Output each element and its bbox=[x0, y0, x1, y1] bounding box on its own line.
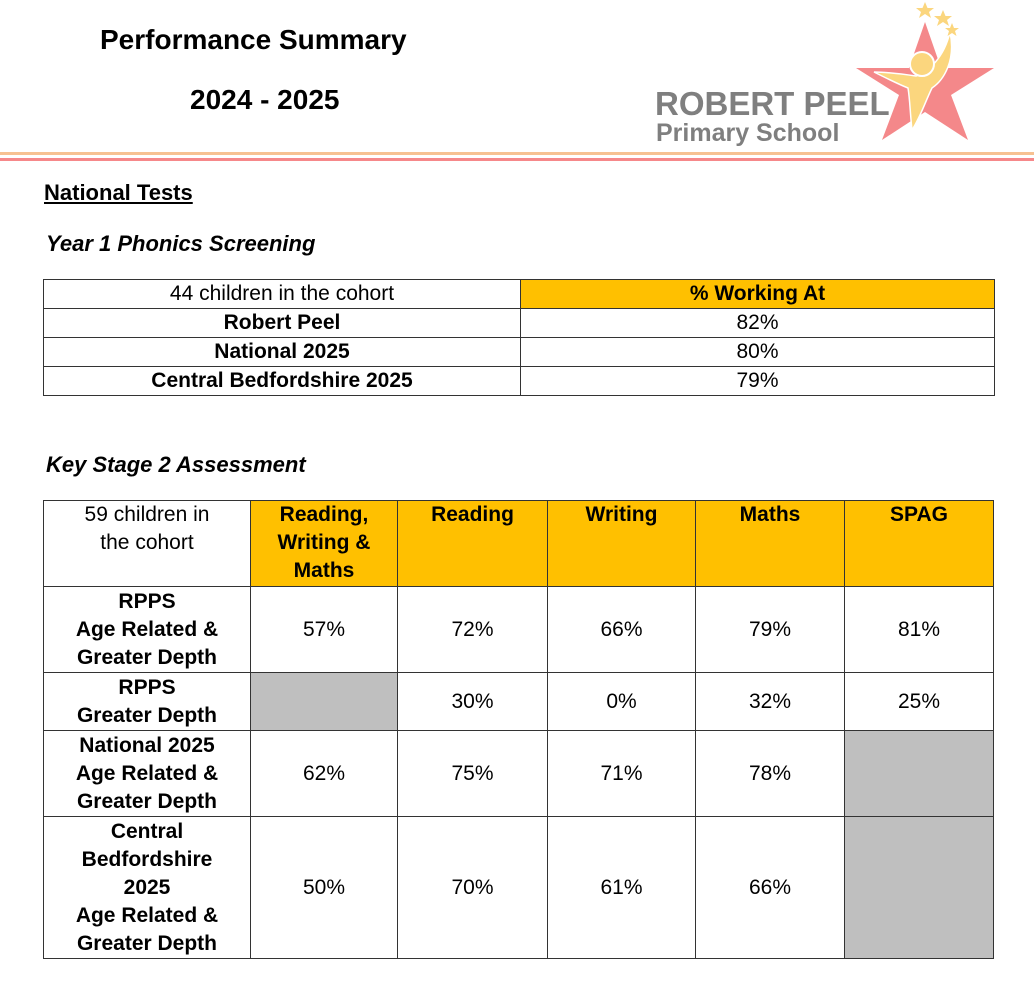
header-rule-pink bbox=[0, 158, 1034, 161]
label-line: Central bbox=[110, 819, 184, 843]
cell-rwm-na bbox=[251, 673, 398, 731]
cohort-line: the cohort bbox=[100, 531, 194, 554]
column-header-reading: Reading bbox=[398, 501, 548, 587]
phonics-heading: Year 1 Phonics Screening bbox=[46, 231, 316, 256]
label-line: Greater Depth bbox=[76, 931, 218, 955]
cell-reading: 72% bbox=[398, 587, 548, 673]
header-line: Maths bbox=[293, 559, 355, 582]
cell-writing: 71% bbox=[548, 731, 696, 817]
table-header-row bbox=[44, 501, 994, 587]
column-header-maths: Maths bbox=[696, 501, 845, 587]
ks2-heading: Key Stage 2 Assessment bbox=[46, 452, 306, 477]
small-star-icon bbox=[945, 23, 959, 36]
row-value: 82% bbox=[521, 309, 995, 338]
logo-figure-head bbox=[910, 52, 934, 76]
label-line: 2025 bbox=[123, 875, 171, 899]
table-row bbox=[44, 338, 995, 367]
cell-maths: 78% bbox=[696, 731, 845, 817]
cell-spag-na bbox=[845, 731, 994, 817]
row-label bbox=[44, 587, 251, 673]
academic-year: 2024 - 2025 bbox=[190, 84, 340, 115]
cell-spag: 25% bbox=[845, 673, 994, 731]
table-row bbox=[44, 673, 994, 731]
row-label: National 2025 bbox=[44, 338, 521, 367]
cohort-label: 44 children in the cohort bbox=[44, 280, 521, 309]
row-label: Robert Peel bbox=[44, 309, 521, 338]
row-label bbox=[44, 731, 251, 817]
label-line: Greater Depth bbox=[76, 645, 218, 669]
cell-writing: 61% bbox=[548, 817, 696, 959]
header-line: Reading, bbox=[279, 503, 369, 526]
table-row bbox=[44, 309, 995, 338]
cell-reading: 30% bbox=[398, 673, 548, 731]
row-value: 80% bbox=[521, 338, 995, 367]
table-row bbox=[44, 817, 994, 959]
column-header-working-at: % Working At bbox=[521, 280, 995, 309]
column-header-rwm bbox=[251, 501, 398, 587]
cell-maths: 32% bbox=[696, 673, 845, 731]
label-line: Age Related & bbox=[75, 761, 219, 785]
row-label bbox=[44, 817, 251, 959]
header-line: Writing & bbox=[277, 531, 371, 554]
label-line: Age Related & bbox=[75, 617, 219, 641]
cell-reading: 75% bbox=[398, 731, 548, 817]
label-line: RPPS bbox=[118, 589, 176, 613]
column-header-writing: Writing bbox=[548, 501, 696, 587]
cell-maths: 66% bbox=[696, 817, 845, 959]
ks2-table bbox=[43, 500, 994, 959]
table-row bbox=[44, 731, 994, 817]
header-rule-orange bbox=[0, 152, 1034, 155]
column-header-spag: SPAG bbox=[845, 501, 994, 587]
cell-writing: 0% bbox=[548, 673, 696, 731]
cohort-label bbox=[44, 501, 251, 587]
cell-spag: 81% bbox=[845, 587, 994, 673]
label-line: Bedfordshire bbox=[81, 847, 213, 871]
label-line: Greater Depth bbox=[76, 789, 218, 813]
table-header-row bbox=[44, 280, 995, 309]
label-line: Greater Depth bbox=[76, 703, 218, 727]
row-value: 79% bbox=[521, 367, 995, 396]
small-star-icon bbox=[916, 2, 934, 18]
phonics-table bbox=[43, 279, 995, 396]
cell-rwm: 50% bbox=[251, 817, 398, 959]
star-child-logo-icon bbox=[840, 0, 1010, 150]
label-line: National 2025 bbox=[79, 733, 215, 757]
small-star-icon bbox=[934, 10, 952, 26]
cell-reading: 70% bbox=[398, 817, 548, 959]
school-name: ROBERT PEEL bbox=[655, 85, 890, 122]
cell-writing: 66% bbox=[548, 587, 696, 673]
cell-rwm: 62% bbox=[251, 731, 398, 817]
page-title: Performance Summary bbox=[100, 24, 407, 55]
section-title: National Tests bbox=[44, 180, 193, 205]
table-row bbox=[44, 367, 995, 396]
row-label: Central Bedfordshire 2025 bbox=[44, 367, 521, 396]
school-type: Primary School bbox=[656, 119, 840, 147]
cell-rwm: 57% bbox=[251, 587, 398, 673]
cohort-line: 59 children in bbox=[84, 503, 210, 526]
row-label bbox=[44, 673, 251, 731]
label-line: RPPS bbox=[118, 675, 176, 699]
cell-spag-na bbox=[845, 817, 994, 959]
label-line: Age Related & bbox=[75, 903, 219, 927]
cell-maths: 79% bbox=[696, 587, 845, 673]
table-row bbox=[44, 587, 994, 673]
